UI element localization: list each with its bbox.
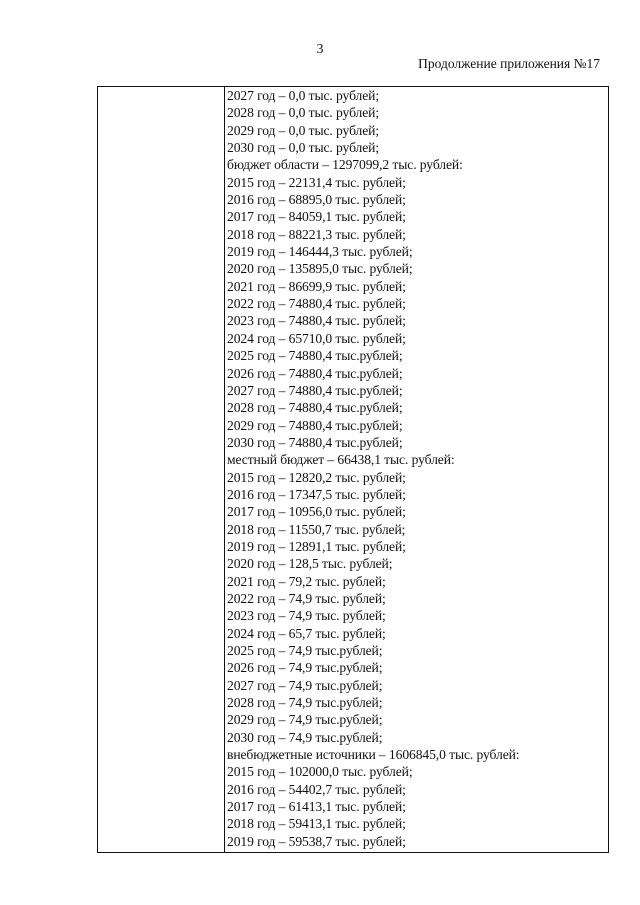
funding-line: 2025 год – 74880,4 тыс.рублей; [227,348,403,364]
funding-line: 2029 год – 74,9 тыс.рублей; [227,712,383,728]
funding-line: 2027 год – 0,0 тыс. рублей; [227,88,380,103]
funding-line: бюджет области – 1297099,2 тыс. рублей: [227,157,463,173]
funding-line: 2025 год – 74,9 тыс.рублей; [227,643,383,658]
table-column-divider [224,86,225,853]
funding-line: 2029 год – 74880,4 тыс.рублей; [227,417,403,433]
funding-line: 2016 год – 17347,5 тыс. рублей; [227,486,406,502]
funding-line: 2030 год – 0,0 тыс. рублей; [227,140,380,156]
funding-line: 2018 год – 59413,1 тыс. рублей; [227,816,406,832]
funding-line: 2017 год – 61413,1 тыс. рублей; [227,799,406,815]
funding-line: 2015 год – 12820,2 тыс. рублей; [227,469,406,485]
funding-line: 2024 год – 65,7 тыс. рублей; [227,625,386,641]
funding-line: 2016 год – 54402,7 тыс. рублей; [227,781,406,797]
funding-line: 2017 год – 84059,1 тыс. рублей; [227,209,406,225]
funding-line: 2026 год – 74,9 тыс.рублей; [227,660,383,676]
funding-line: 2016 год – 68895,0 тыс. рублей; [227,192,406,208]
funding-line: 2021 год – 79,2 тыс. рублей; [227,573,386,589]
funding-line: 2028 год – 74,9 тыс.рублей; [227,695,383,711]
funding-line: 2029 год – 0,0 тыс. рублей; [227,122,380,138]
funding-line: 2022 год – 74880,4 тыс. рублей; [227,296,406,312]
funding-line: 2026 год – 74880,4 тыс.рублей; [227,365,403,381]
funding-line: 2019 год – 59538,7 тыс. рублей; [227,833,406,849]
funding-line: 2028 год – 74880,4 тыс.рублей; [227,400,403,416]
funding-text-column [227,87,607,850]
funding-line: 2018 год – 11550,7 тыс. рублей; [227,521,406,537]
funding-line: 2027 год – 74880,4 тыс.рублей; [227,382,403,398]
funding-line: 2023 год – 74,9 тыс. рублей; [227,608,386,624]
funding-line: 2018 год – 88221,3 тыс. рублей; [227,226,406,242]
funding-line: 2022 год – 74,9 тыс. рублей; [227,590,386,606]
funding-line: местный бюджет – 66438,1 тыс. рублей: [227,452,455,468]
funding-line: 2030 год – 74,9 тыс.рублей; [227,729,383,745]
funding-line: 2020 год – 128,5 тыс. рублей; [227,556,393,572]
funding-line: 2023 год – 74880,4 тыс. рублей; [227,313,406,329]
funding-line: 2021 год – 86699,9 тыс. рублей; [227,278,406,294]
funding-line: 2015 год – 22131,4 тыс. рублей; [227,174,406,190]
funding-line: 2015 год – 102000,0 тыс. рублей; [227,764,413,780]
funding-line: 2019 год – 12891,1 тыс. рублей; [227,538,406,554]
funding-line: 2020 год – 135895,0 тыс. рублей; [227,261,413,277]
page-number: 3 [316,42,324,57]
funding-line: 2027 год – 74,9 тыс.рублей; [227,677,383,693]
funding-line: 2019 год – 146444,3 тыс. рублей; [227,244,413,260]
funding-line: 2030 год – 74880,4 тыс.рублей; [227,434,403,450]
funding-line: 2028 год – 0,0 тыс. рублей; [227,105,380,121]
funding-line: 2017 год – 10956,0 тыс. рублей; [227,504,406,520]
funding-line: 2024 год – 65710,0 тыс. рублей; [227,330,406,346]
appendix-continuation-note: Продолжение приложения №17 [418,56,600,71]
funding-line: внебюджетные источники – 1606845,0 тыс. рублей: [227,747,520,763]
